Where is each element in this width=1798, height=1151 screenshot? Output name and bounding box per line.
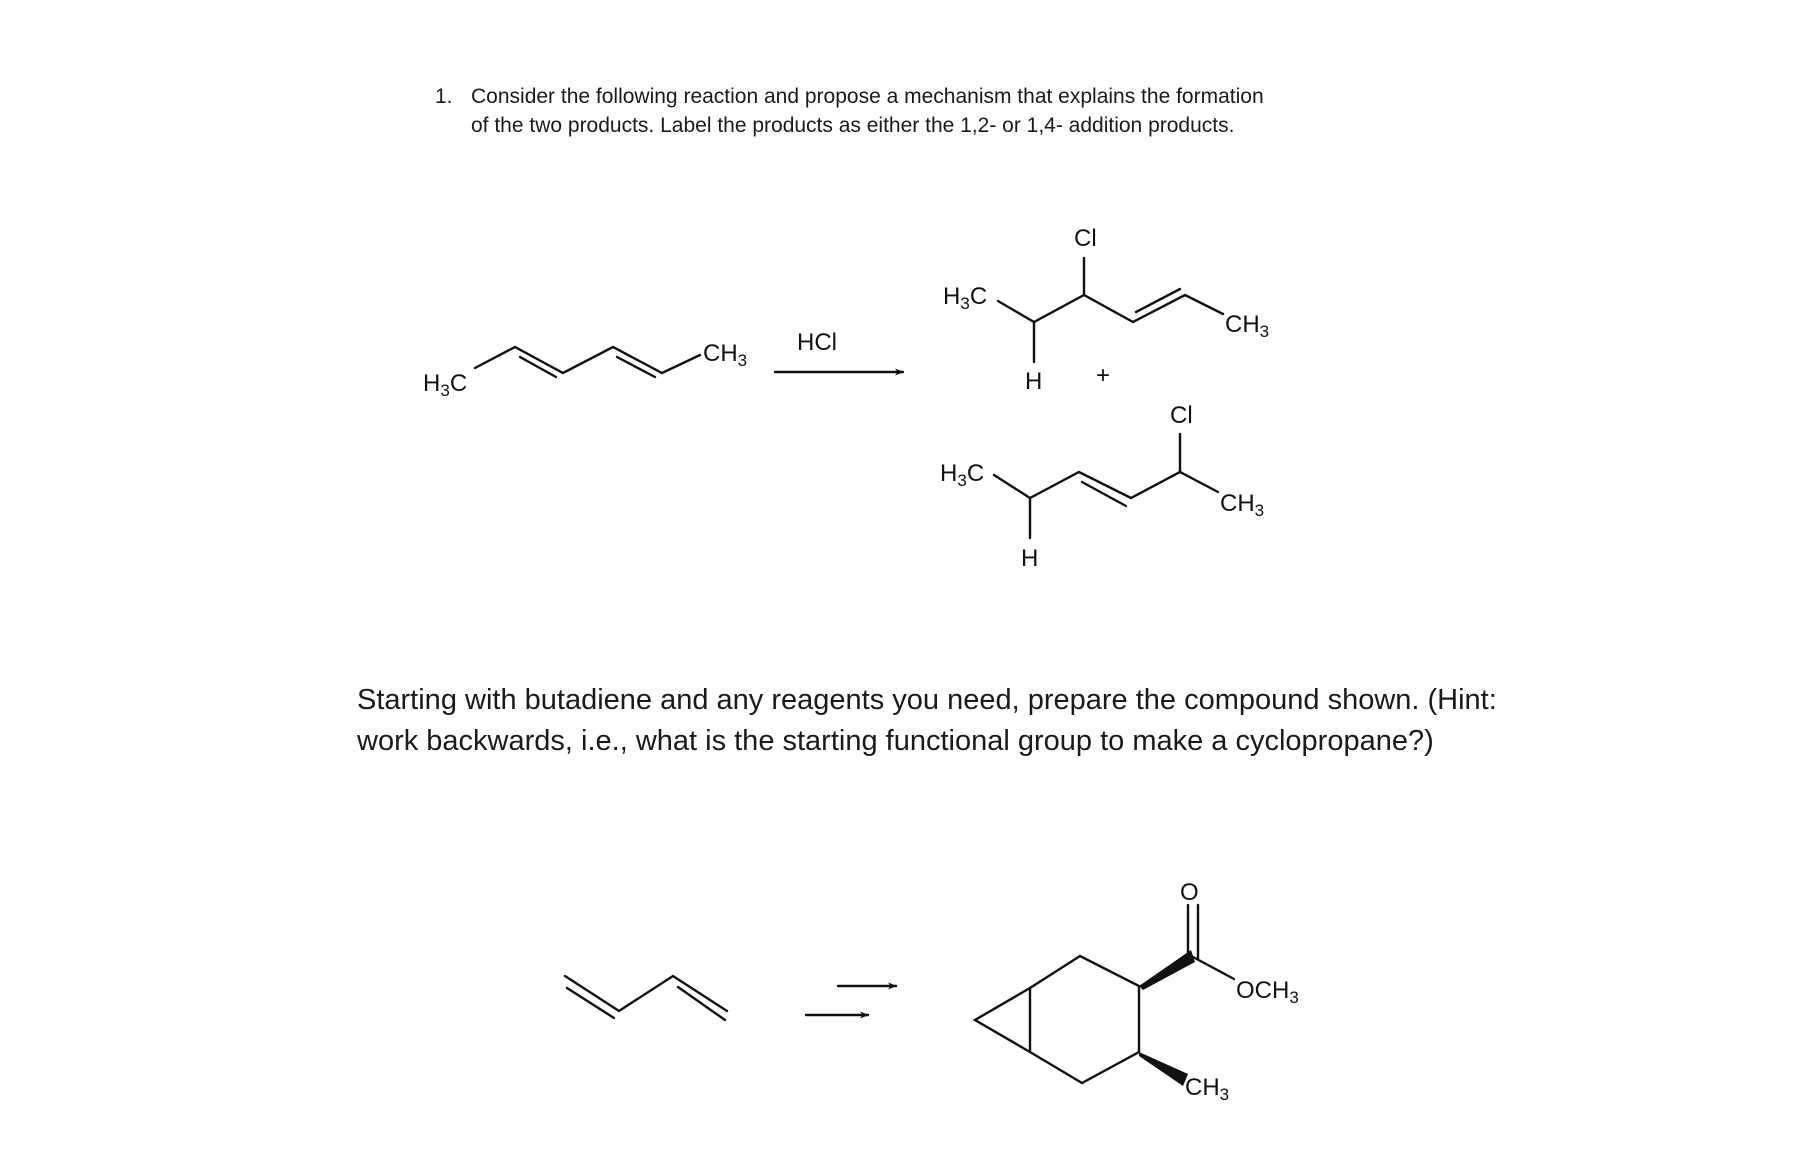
target-compound xyxy=(975,879,1299,1104)
reactant-diene xyxy=(423,340,747,400)
carbonyl-o-label: O xyxy=(1180,879,1199,906)
question-1-number: 1. xyxy=(435,85,453,108)
product-b-h-label: H xyxy=(1021,545,1039,572)
product-b-ch3-label: $CH_3$ xyxy=(1220,490,1265,520)
ester-och3-label: $OCH_3$ xyxy=(1236,977,1299,1007)
product-b-h3c-label: $H_3C$ xyxy=(940,460,985,490)
reactant-skeleton xyxy=(475,347,700,373)
product-a-skeleton xyxy=(998,295,1223,322)
cyclohexane-ring xyxy=(1030,956,1139,1083)
ester-o-bond xyxy=(1193,957,1234,979)
ester-wedge-bond xyxy=(1139,950,1195,990)
product-b-cl-label: Cl xyxy=(1170,402,1193,429)
butadiene-double-bond-2 xyxy=(678,987,725,1020)
question-1-line-2: of the two products. Label the products as either the 1,2- or 1,4- addition products. xyxy=(471,114,1235,137)
reactant-ch3-label: $CH_3$ xyxy=(703,340,748,370)
plus-sign: + xyxy=(1096,362,1111,389)
question-2-line-1: Starting with butadiene and any reagents you need, prepare the compound shown. (Hint: xyxy=(357,684,1497,716)
synthesis-arrows xyxy=(806,986,896,1015)
question-2-line-2: work backwards, i.e., what is the starting functional group to make a cyclopropane?) xyxy=(357,725,1434,757)
methyl-wedge-bond xyxy=(1139,1052,1188,1086)
reactant-h3c-label: $H_3C$ xyxy=(423,370,468,400)
question-1-line-1: Consider the following reaction and propose a mechanism that explains the formation xyxy=(471,85,1264,108)
product-a-cl-label: Cl xyxy=(1074,225,1097,252)
butadiene-structure xyxy=(565,976,727,1020)
question-2 xyxy=(357,680,1607,762)
reaction-arrow-1 xyxy=(775,329,903,372)
product-a-h3c-label: $H_3C$ xyxy=(943,283,988,313)
target-ch3-label: $CH_3$ xyxy=(1185,1074,1230,1104)
product-a-ch3-label: $CH_3$ xyxy=(1225,311,1270,341)
cyclopropane-ring xyxy=(975,988,1030,1052)
product-a-h-label: H xyxy=(1025,368,1043,395)
reagent-hcl-label: HCl xyxy=(797,329,837,356)
product-b xyxy=(940,402,1264,572)
